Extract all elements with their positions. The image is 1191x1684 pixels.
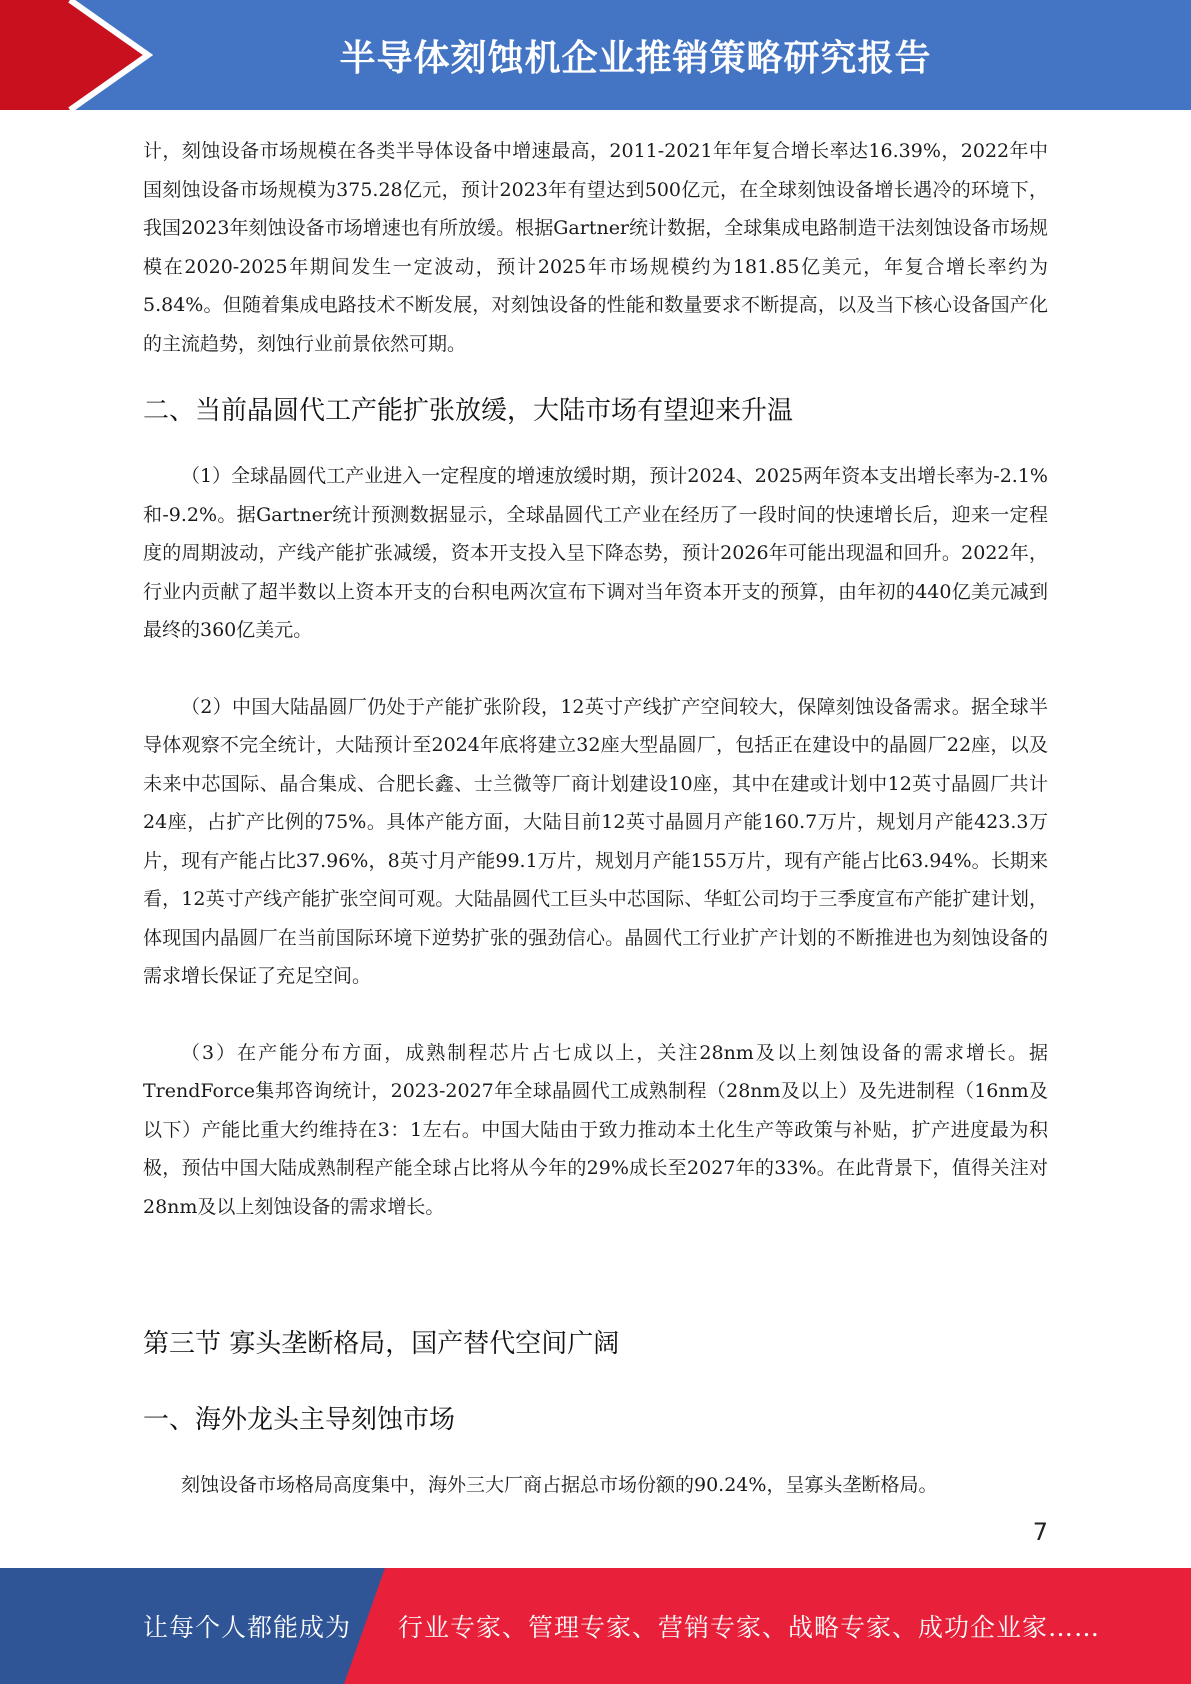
header-arrow-decoration (0, 0, 160, 110)
point3-paragraph: （3）在产能分布方面，成熟制程芯片占七成以上，关注28nm及以上刻蚀设备的需求增长。据TrendForce集邦咨询统计，2023-2027年全球晶圆代工成熟制程（28nm及以上）及先进制程（16nm及以下）产能比重大约维持在3：1左右。中国大陆由于致力推动本土化生产等政策与补贴，扩产进度最为积极，预估中国大陆成熟制程产能全球占比将从今年的29%成长至2027年的33%。在此背景下，值得关注对28nm及以上刻蚀设备的需求增长。 (143, 1041, 1048, 1218)
footer-slogan-left: 让每个人都能成为 (143, 1613, 352, 1642)
page-number: 7 (1032, 1518, 1048, 1546)
report-title: 半导体刻蚀机企业推销策略研究报告 (339, 37, 932, 79)
last-paragraph: 刻蚀设备市场格局高度集中，海外三大厂商占据总市场份额的90.24%，呈寡头垄断格局。 (181, 1474, 938, 1496)
section2-heading: 二、当前晶圆代工产能扩张放缓，大陆市场有望迎来升温 (143, 396, 794, 426)
intro-paragraph: 计，刻蚀设备市场规模在各类半导体设备中增速最高，2011-2021年年复合增长率达16.39%，2022年中国刻蚀设备市场规模为375.28亿元，预计2023年有望达到500亿元，在全球刻蚀设备增长遇冷的环境下，我国2023年刻蚀设备市场增速也有所放缓。根据Gartner统计数据，全球集成电路制造干法刻蚀设备市场规模在2020-2025年期间发生一定波动，预计2025年市场规模约为181.85亿美元，年复合增长率约为5.84%。但随着集成电路技术不断发展，对刻蚀设备的性能和数量要求不断提高，以及当下核心设备国产化的主流趋势，刻蚀行业前景依然可期。 (143, 140, 1048, 355)
footer-slogan-right: 行业专家、管理专家、营销专家、战略专家、成功企业家…… (398, 1613, 1101, 1642)
footer-band (0, 1568, 1191, 1684)
point1-paragraph: （1）全球晶圆代工产业进入一定程度的增速放缓时期，预计2024、2025两年资本支出增长率为-2.1%和-9.2%。据Gartner统计预测数据显示，全球晶圆代工产业在经历了一段时间的快速增长后，迎来一定程度的周期波动，产线产能扩张减缓，资本开支投入呈下降态势，预计2026年可能出现温和回升。2022年，行业内贡献了超半数以上资本开支的台积电两次宣布下调对当年资本开支的预算，由年初的440亿美元减到最终的360亿美元。 (143, 465, 1048, 641)
header-band (0, 0, 1191, 110)
header-red-arrow (0, 0, 148, 110)
subsection1-heading: 一、海外龙头主导刻蚀市场 (143, 1405, 456, 1435)
point2-paragraph: （2）中国大陆晶圆厂仍处于产能扩张阶段，12英寸产线扩产空间较大，保障刻蚀设备需求。据全球半导体观察不完全统计，大陆预计至2024年底将建立32座大型晶圆厂，包括正在建设中的晶圆厂22座，以及未来中芯国际、晶合集成、合肥长鑫、士兰微等厂商计划建设10座，其中在建或计划中12英寸晶圆厂共计24座，占扩产比例的75%。具体产能方面，大陆目前12英寸晶圆月产能160.7万片，规划月产能423.3万片，现有产能占比37.96%，8英寸月产能99.1万片，规划月产能155万片，现有产能占比63.94%。长期来看，12英寸产线产能扩张空间可观。大陆晶圆代工巨头中芯国际、华虹公司均于三季度宣布产能扩建计划，体现国内晶圆厂在当前国际环境下逆势扩张的强劲信心。晶圆代工行业扩产计划的不断推进也为刻蚀设备的需求增长保证了充足空间。 (143, 695, 1048, 987)
section3-heading: 第三节 寡头垄断格局，国产替代空间广阔 (143, 1329, 620, 1359)
page-content (143, 132, 1048, 1505)
